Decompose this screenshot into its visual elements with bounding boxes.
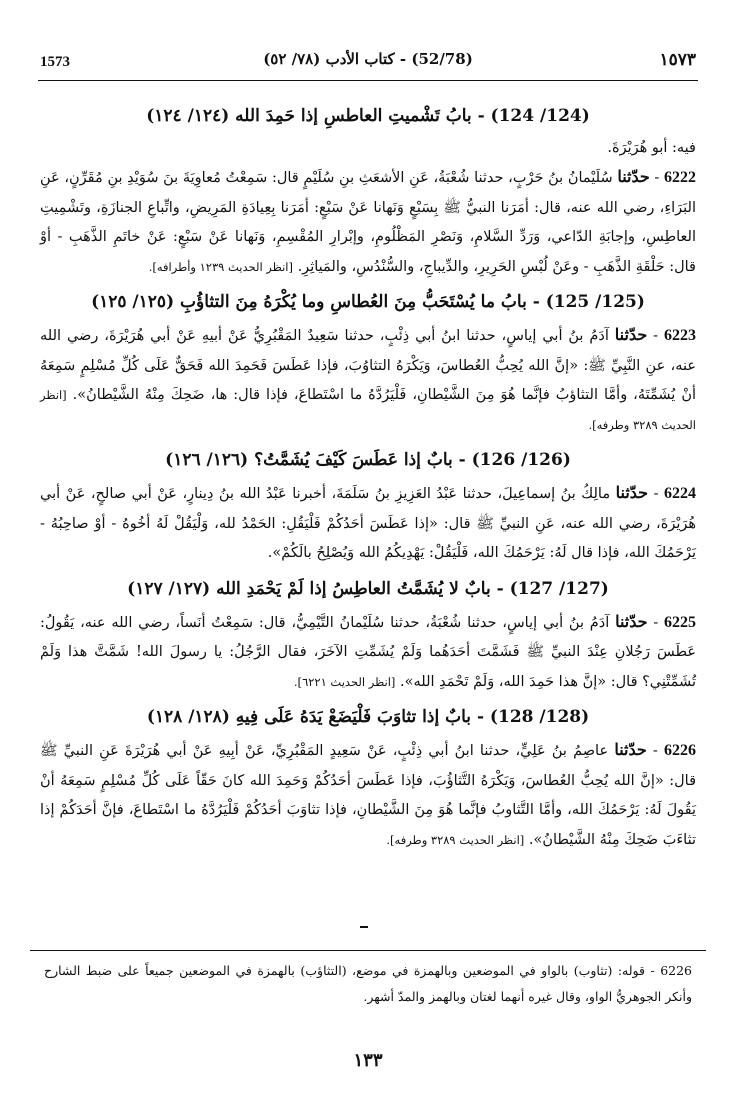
- hadith-number: 6224: [664, 485, 696, 502]
- chapter-heading: (124/ 124) - بابُ تَشْميتِ العاطسِ إذا حَمِدَ الله (١٢٤/ ١٢٤): [146, 106, 590, 126]
- hadith-text: مالِكُ بنُ إسماعِيلَ، حدثنا عَبْدُ العَزِيزِ بنُ سَلَمَةَ، أخبرنا عَبْدُ الله بنُ دِينارٍ، عَنْ أبي صالحٍ، عَنْ أبي هُرَيْرَةَ، رضي الله عنه، عَنِ النبيِّ ﷺ قال: «إذا عَطَسَ أحَدُكُمْ فَلْيَقُلِ: الحَمْدُ لله، وَلْيَقُلْ لَهُ أخُوهُ - أوْ صاحِبُهُ - يَرْحَمُكَ الله، فإذا قال لَهُ: يَرْحَمُكَ الله، فَلْيَقُلْ: يَهْدِيكُمُ الله وَيُصْلِحُ بالَكُمْ».: [40, 486, 696, 561]
- running-title: (52/78) - كتاب الأدب (٧٨/ ٥٢): [263, 50, 473, 68]
- hadith-paragraph: 6226 - حدّثنا عاصِمُ بنُ عَلِيٍّ، حدثنا ابنُ أبي ذِئْبٍ، عَنْ سَعِيدٍ المَقْبُرِيِّ، عَنْ أبِيهِ عَنْ أبي هُرَيْرَةَ عَنِ النبيِّ ﷺ قال: «إنَّ الله يُحِبُّ العُطاسَ، وَيَكْرَهُ التَّثاؤُبَ، فإذا عَطَسَ أحَدُكُمْ وَحَمِدَ الله كانَ حَقّاً عَلَى كُلِّ مُسْلِمٍ سَمِعَهُ أنْ يَقُولَ لَهُ: يَرْحَمُكَ الله، وأمَّا التَّثاوبُ فإنَّما هُوَ مِنَ الشَّيْطانِ، فإذا تثاوَبَ أحَدُكُمْ فَلْيَرُدَّهُ ما اسْتَطاعَ، فإنَّ أحَدَكُمْ إذا تثاءَبَ ضَحِكَ مِنْهُ الشَّيْطانُ». [انظر الحديث ٣٢٨٩ وطرفه].: [40, 740, 696, 848]
- hadith-paragraph: 6223 - حدّثنا آدَمُ بنُ أبي إياسٍ، حدثنا ابنُ أبي ذِئْبٍ، حدثنا سَعِيدٌ المَقْبُرِيُّ عَنْ أبيهِ عَنْ أبي هُرَيْرَةَ، رضي الله عنه، عنِ النَّبِيِّ ﷺ: «إنَّ الله يُحِبُّ العُطاسَ، وَيَكْرَهُ التثاوُبَ، فإذا عَطَسَ فَحَمِدَ الله فَحَقٌّ عَلَى كُلِّ مُسْلِمٍ سَمِعَهُ أنْ يُشَمِّتَهُ، وأمَّا التثاؤبُ فإنَّما هُوَ مِنَ الشَّيْطانِ، فَلْيَرُدَّهُ ما اسْتَطاعَ، فإذا قال: ها، ضَحِكَ مِنْهُ الشَّيْطانُ». [انظر الحديث ٣٢٨٩ وطرفه].: [40, 325, 696, 432]
- chapter-heading: (128/ 128) - بابٌ إذا تثاوَبَ فَلْيَضَعْ يَدَهُ عَلَى فِيهِ (١٢٨/ ١٢٨): [146, 707, 590, 727]
- hadith-text: آدَمُ بنُ أبي إياسٍ، حدثنا شُعْبَةُ، حدثنا سُلَيْمانُ التَّيْمِيُّ، قال: سَمِعْتُ أنَساً، رضي الله عنه، يَقُولُ: عَطَسَ رَجُلانِ عِنْدَ النبيِّ ﷺ فَشَمَّتَ أحَدَهُما وَلَمْ يُشَمِّتِ الآخَرَ، فقال الرَّجُلُ: يا رسولَ الله! شَمَّتَّ هذا وَلَمْ تُشَمِّتْنِي؟ قال: «إنَّ هذا حَمِدَ الله، وَلَمْ تَحْمَدِ الله».: [40, 614, 696, 690]
- cross-reference: [انظر الحديث ١٢٣٩ وأطرافه].: [148, 259, 293, 274]
- haddathana: حدّثنا: [614, 325, 648, 344]
- hadith-number: 6225: [664, 613, 697, 631]
- hadith-number: 6223: [664, 327, 696, 344]
- page-number-latin: 1573: [40, 54, 70, 70]
- hadith-text: آدَمُ بنُ أبي إياسٍ، حدثنا ابنُ أبي ذِئْبٍ، حدثنا سَعِيدٌ المَقْبُرِيُّ عَنْ أبيهِ عَنْ أبي هُرَيْرَةَ، رضي الله عنه، عنِ النَّبِيِّ ﷺ: «إنَّ الله يُحِبُّ العُطاسَ، وَيَكْرَهُ التثاوُبَ، فإذا عَطَسَ فَحَمِدَ الله فَحَقٌّ عَلَى كُلِّ مُسْلِمٍ سَمِعَهُ أنْ يُشَمِّتَهُ، وأمَّا التثاؤبُ فإنَّما هُوَ مِنَ الشَّيْطانِ، فَلْيَرُدَّهُ ما اسْتَطاعَ، فإذا قال: ها، ضَحِكَ مِنْهُ الشَّيْطانُ».: [40, 328, 696, 403]
- header-rule: [38, 80, 698, 81]
- cross-reference: [انظر الحديث ٣٢٨٩ وطرفه].: [40, 388, 696, 432]
- page-number-arabic: ١٥٧٣: [659, 50, 696, 70]
- cross-reference: [انظر الحديث ٣٢٨٩ وطرفه].: [386, 832, 525, 847]
- end-mark: [360, 926, 368, 928]
- hadith-number: 6226: [664, 742, 696, 759]
- haddathana: حدّثنا: [615, 611, 648, 631]
- hadith-paragraph: 6224 - حدّثنا مالِكُ بنُ إسماعِيلَ، حدثنا عَبْدُ العَزِيزِ بنُ سَلَمَةَ، أخبرنا عَبْدُ الله بنُ دِينارٍ، عَنْ أبي صالحٍ، عَنْ أبي هُرَيْرَةَ، رضي الله عنه، عَنِ النبيِّ ﷺ قال: «إذا عَطَسَ أحَدُكُمْ فَلْيَقُلِ: الحَمْدُ لله، وَلْيَقُلْ لَهُ أخُوهُ - أوْ صاحِبُهُ - يَرْحَمُكَ الله، فإذا قال لَهُ: يَرْحَمُكَ الله، فَلْيَقُلْ: يَهْدِيكُمُ الله وَيُصْلِحُ بالَكُمْ».: [40, 483, 696, 561]
- hadith-number: 6222: [664, 169, 696, 186]
- page-number-footer: ١٣٣: [353, 1050, 383, 1071]
- hadith-paragraph: 6222 - حدّثنا سُلَيْمانُ بنُ حَرْبٍ، حدثنا شُعْبَةُ، عَنِ الأشعَثِ بنِ سُلَيْمٍ قال: سَمِعْتُ مُعاوِيَةَ بنَ سُوَيْدِ بنِ مُقَرِّنٍ، عَنِ البَرَاءِ، رضي الله عنه، قال: أمَرَنا النبيُّ ﷺ بِسَبْعٍ وَنَهانا عَنْ سَبْعٍ: أمَرَنا بِعِيادَةِ المَرِيضِ، واتِّباعِ الجنازَةِ، وتَشْمِيتِ العاطِسِ، وإجابَةِ الدّاعي، وَرَدِّ السَّلامِ، وَنَصْرِ المَظْلُومِ، وإبْرارِ المُقْسِمِ، وَنَهانا عَنْ سَبْعٍ: عَنْ خاتَمِ الذَّهَبِ - أوْ قال: حَلْقَةِ الذَّهَبِ - وعَنْ لُبْسِ الحَرِيرِ، والدِّيباجِ، والسُّنْدُسِ، والمَياثِرِ. [انظر الحديث ١٢٣٩ وأطرافه].: [40, 167, 696, 275]
- hadith-text: عاصِمُ بنُ عَلِيٍّ، حدثنا ابنُ أبي ذِئْبٍ، عَنْ سَعِيدٍ المَقْبُرِيِّ، عَنْ أبِيهِ عَنْ أبي هُرَيْرَةَ عَنِ النبيِّ ﷺ قال: «إنَّ الله يُحِبُّ العُطاسَ، وَيَكْرَهُ التَّثاؤُبَ، فإذا عَطَسَ أحَدُكُمْ وَحَمِدَ الله كانَ حَقّاً عَلَى كُلِّ مُسْلِمٍ سَمِعَهُ أنْ يَقُولَ لَهُ: يَرْحَمُكَ الله، وأمَّا التَّثاوبُ فإنَّما هُوَ مِنَ الشَّيْطانِ، فإذا تثاوَبَ أحَدُكُمْ فَلْيَرُدَّهُ ما اسْتَطاعَ، فإنَّ أحَدَكُمْ إذا تثاءَبَ ضَحِكَ مِنْهُ الشَّيْطانُ».: [40, 743, 696, 848]
- footnote-rule: [30, 950, 706, 951]
- haddathana: حدّثنا: [615, 483, 649, 502]
- haddathana: حدّثنا: [617, 167, 650, 186]
- cross-reference: [انظر الحديث ٦٢٢١].: [293, 674, 396, 689]
- chapter-heading: (127/ 127) - بابٌ لا يُشَمَّتُ العاطِسُ إذا لَمْ يَحْمَدِ الله (١٢٧/ ١٢٧): [127, 578, 609, 599]
- hadith-text: سُلَيْمانُ بنُ حَرْبٍ، حدثنا شُعْبَةُ، عَنِ الأشعَثِ بنِ سُلَيْمٍ قال: سَمِعْتُ مُعاوِيَةَ بنَ سُوَيْدِ بنِ مُقَرِّنٍ، عَنِ البَرَاءِ، رضي الله عنه، قال: أمَرَنا النبيُّ ﷺ بِسَبْعٍ وَنَهانا عَنْ سَبْعٍ: أمَرَنا بِعِيادَةِ المَرِيضِ، واتِّباعِ الجنازَةِ، وتَشْمِيتِ العاطِسِ، وإجابَةِ الدّاعي، وَرَدِّ السَّلامِ، وَنَصْرِ المَظْلُومِ، وإبْرارِ المُقْسِمِ، وَنَهانا عَنْ سَبْعٍ: عَنْ خاتَمِ الذَّهَبِ - أوْ قال: حَلْقَةِ الذَّهَبِ - وعَنْ لُبْسِ الحَرِيرِ، والدِّيباجِ، والسُّنْدُسِ، والمَياثِرِ.: [40, 170, 696, 275]
- footnote: 6226 - قوله: (تثاوب) بالواو في الموضعين وبالهمزة في موضع، (التثاؤب) بالهمزة في الموضعين جميعاً على ضبط الشارح وأنكر الجوهريُّ الواو، وقال غيره أنهما لغتان وبالهمز والمدّ أشهر.: [44, 963, 692, 1004]
- hadith-paragraph: 6225 - حدّثنا آدَمُ بنُ أبي إياسٍ، حدثنا شُعْبَةُ، حدثنا سُلَيْمانُ التَّيْمِيُّ، قال: سَمِعْتُ أنَساً، رضي الله عنه، يَقُولُ: عَطَسَ رَجُلانِ عِنْدَ النبيِّ ﷺ فَشَمَّتَ أحَدَهُما وَلَمْ يُشَمِّتِ الآخَرَ، فقال الرَّجُلُ: يا رسولَ الله! شَمَّتَّ هذا وَلَمْ تُشَمِّتْنِي؟ قال: «إنَّ هذا حَمِدَ الله، وَلَمْ تَحْمَدِ الله». [انظر الحديث ٦٢٢١].: [40, 611, 697, 690]
- running-header: [40, 46, 696, 78]
- chapter-heading: (125/ 125) - بابُ ما يُسْتَحَبُّ مِنَ العُطاسِ وما يُكْرَهُ مِنَ التثاؤُبِ (١٢٥/ ١٢٥): [91, 292, 645, 312]
- chapter-heading: (126/ 126) - بابٌ إذا عَطَسَ كَيْفَ يُشَمَّتُ؟ (١٢٦/ ١٢٦): [165, 450, 571, 470]
- chapter-note: فيه: أبو هُرَيْرَةَ.: [607, 140, 696, 156]
- main-text: [40, 96, 696, 855]
- haddathana: حدّثنا: [614, 740, 647, 759]
